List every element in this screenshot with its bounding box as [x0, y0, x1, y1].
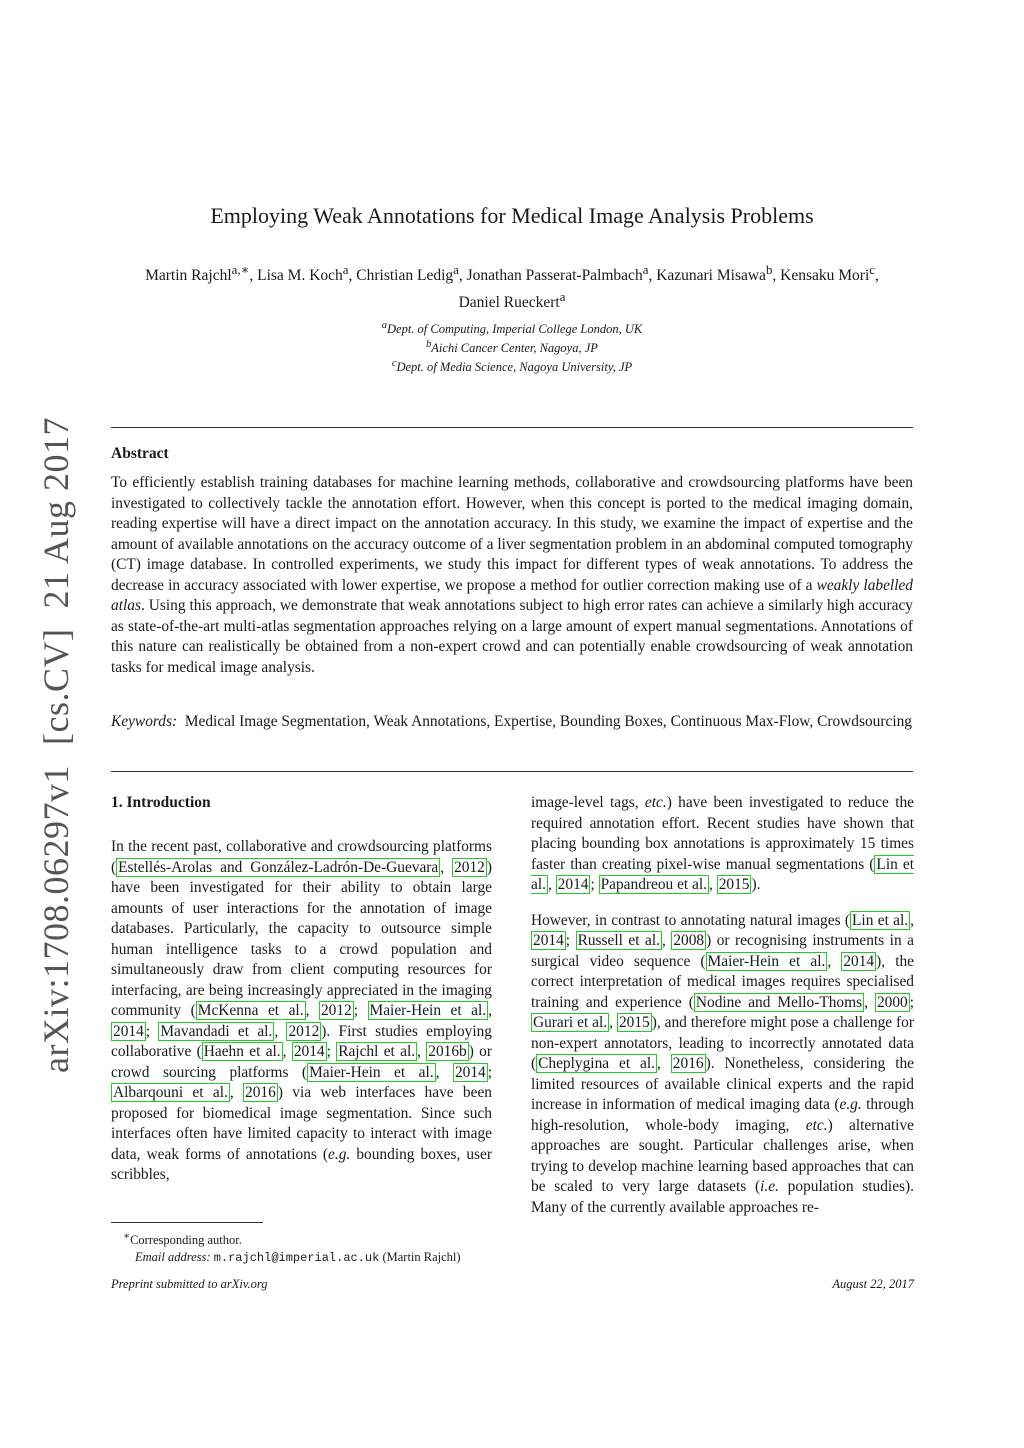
author-sup: a: [559, 289, 566, 305]
affiliation-text: Dept. of Computing, Imperial College London, UK: [387, 322, 643, 337]
citation-link[interactable]: 2016: [672, 1055, 704, 1072]
abstract-text-part: To efficiently establish training databases for machine learning methods, collaborative and crowdsourcing platforms have been investigated to collectively tackle the annotation effort. However, when this concept is ported to the medical imaging domain, reading expertise will have a direct impact on the annotation accuracy. In this study, we examine the impact of expertise and the amount of available annotations on the accuracy outcome of a liver segmentation problem in an abdominal computed tomography (CT) image database. In controlled experiments, we study this impact for different types of weak annotations. To address the decrease in accuracy associated with lower expertise, we propose a method for outlier correction making use of a: [111, 474, 913, 594]
citation-link[interactable]: Gurari et al.: [533, 1014, 608, 1031]
author-sup: a: [642, 262, 649, 277]
affiliation: [100, 337, 924, 356]
citation-link[interactable]: Rajchl et al.: [338, 1043, 416, 1060]
abstract-top-rule: [111, 427, 913, 428]
text-run: population studies). Many of the currently available approaches re-: [531, 1178, 914, 1216]
citation-link[interactable]: Haehn et al.: [203, 1043, 281, 1060]
author-sup: c: [869, 262, 875, 277]
arxiv-stamp: [35, 407, 77, 1083]
author: Lisa M. Koch: [257, 267, 343, 285]
citation-link[interactable]: Lin et al.: [852, 911, 909, 929]
author-list: Martin Rajchl$^{a,∗}$, Lisa M. Koch$^a$, Christian Ledig$^a$, Jonathan Passerat-Palmbach$^a$, Kazunari Misawa$^b$, Kensaku Mori$^c$, Daniel Rueckert$^a$: [145, 262, 879, 312]
italic-run: etc.: [805, 1116, 828, 1134]
text-run: bounding boxes, user scribbles,: [111, 1145, 492, 1183]
text-run: ) via web interfaces have been proposed for biomedical image segmentation. Since such interfaces often have limited capacity to interact with image data, weak forms of annotations (: [111, 1084, 492, 1163]
citation-link[interactable]: 2012: [288, 1022, 320, 1040]
abstract-text-part: . Using this approach, we demonstrate that weak annotations subject to high error rates can achieve a similarly high accuracy as state-of-the-art multi-atlas segmentation approaches relying on a large amount of expert manual segmentations. Annotations of this nature can realistically be obtained from a non-expert crowd and can potentially enable crowdsourcing of weak annotation tasks for medical image analysis.: [111, 597, 913, 676]
citation-link[interactable]: 2014: [293, 1043, 325, 1060]
abstract-emphasis: weakly labelled atlas: [111, 576, 914, 614]
citation-link[interactable]: 2012: [320, 1002, 352, 1019]
text-run: image-level tags,: [531, 794, 645, 811]
email-address[interactable]: m.rajchl@imperial.ac.uk: [213, 1251, 380, 1266]
author: Kazunari Misawa: [656, 267, 766, 285]
text-run: ). Nonetheless, considering the limited resources of available clinical experts and the rapid increase in information of medical imaging data (: [531, 1055, 915, 1113]
intro-paragraph: However, in contrast to annotating natural images ( Lin et al. , 2014 ; Russell et al. , 2008 ) or recognising instruments in a surgical video sequence ( Maier-Hein et al. , 2014 ), the correct interpretation of medical images requires specialised training and experience ( Nodine and Mello-Thoms , 2000 ; Gurari et al. , 2015 ), and therefore might pose a challenge for non-expert annotators, leading to incorrectly annotated data ( Cheplygina et al. , 2016 ). Nonetheless, considering the limited resources of available clinical experts and the rapid increase in information of medical imaging data (e.g. through high-resolution, whole-body imaging, etc.) alternative approaches are sought. Particular challenges arise, when trying to develop machine learning based approaches that can be scaled to very large datasets (i.e. population studies). Many of the currently available approaches re-: [531, 911, 915, 1216]
citation-link[interactable]: Lin et al.: [531, 855, 914, 893]
abstract-bottom-rule: [111, 771, 913, 772]
paper-title: Employing Weak Annotations for Medical Image Analysis Problems: [210, 203, 814, 228]
keywords: [111, 712, 913, 733]
citation-link[interactable]: 2014: [454, 1063, 486, 1081]
author-sup: a: [342, 262, 349, 277]
citation-link[interactable]: 2012: [454, 858, 485, 876]
intro-paragraph: image-level tags, etc.) have been investigated to reduce the required annotation effort. Recent studies have shown that placing bounding box annotations is approximately 15 times faster than creating pixel-wise manual segmentations ( Lin et al. , 2014 ; Papandreou et al. , 2015 ).: [531, 794, 914, 893]
citation-link[interactable]: Maier-Hein et al.: [309, 1063, 434, 1081]
arxiv-category: [cs.CV]: [36, 628, 76, 746]
author: Jonathan Passerat-Palmbach: [466, 267, 643, 285]
affiliation-text: Aichi Cancer Center, Nagoya, JP: [431, 341, 598, 356]
arxiv-date: 21 Aug 2017: [36, 417, 76, 609]
text-run: In the recent past, collaborative and crowdsourcing platforms (: [111, 838, 492, 876]
text-run: However, in contrast to annotating natural images (: [531, 911, 851, 929]
citation-link[interactable]: 2014: [533, 932, 564, 949]
email-owner: (Martin Rajchl): [382, 1250, 461, 1265]
affiliation: [100, 356, 924, 375]
citation-link[interactable]: 2015: [618, 1014, 650, 1031]
citation-link[interactable]: Papandreou et al.: [600, 876, 707, 893]
abstract-text: [111, 473, 913, 678]
italic-run: e.g.: [328, 1145, 351, 1163]
citation-link[interactable]: Nodine and Mello-Thoms: [695, 993, 863, 1011]
intro-left-column: [111, 837, 492, 1186]
citation-link[interactable]: 2014: [557, 876, 589, 893]
text-run: ) or recognising instruments in a surgical video sequence (: [531, 932, 914, 970]
footnote-mark: ∗: [123, 1231, 131, 1242]
citation-link[interactable]: Cheplygina et al.: [538, 1055, 656, 1072]
intro-right-column: [531, 793, 914, 1218]
author-sup: b: [765, 262, 773, 277]
citation-link[interactable]: Maier-Hein et al.: [369, 1002, 487, 1019]
affiliation-sup: a: [381, 320, 387, 331]
citation-link[interactable]: Estellés-Arolas and González-Ladrón-De-Guevara: [118, 858, 439, 876]
citation-link[interactable]: 2000: [876, 993, 908, 1011]
citation-link[interactable]: 2015: [718, 876, 750, 893]
text-run: ) or crowd sourcing platforms (: [111, 1043, 492, 1081]
affiliation-sup: b: [426, 339, 432, 351]
author-sup: a,∗: [231, 262, 250, 277]
affiliation-text: Dept. of Media Science, Nagoya University, JP: [396, 360, 633, 375]
text-run: through high-resolution, whole-body imaging,: [531, 1096, 914, 1134]
keywords-text: Medical Image Segmentation, Weak Annotations, Expertise, Bounding Boxes, Continuous Max-Flow, Crowdsourcing: [184, 713, 912, 730]
section-heading-introduction: 1. Introduction: [111, 794, 211, 811]
author: Kensaku Mori: [780, 267, 870, 285]
footer-preprint: Preprint submitted to arXiv.org: [111, 1277, 268, 1291]
citation-link[interactable]: McKenna et al.: [197, 1002, 304, 1019]
footer-date: August 22, 2017: [832, 1277, 914, 1291]
text-run: ), and therefore might pose a challenge for non-expert annotators, leading to incorrectly annotated data (: [531, 1014, 914, 1072]
author: Christian Ledig: [356, 267, 454, 285]
text-run: ). First studies employing collaborative (: [111, 1022, 492, 1060]
keywords-label: Keywords:: [111, 713, 178, 730]
citation-link[interactable]: 2016b: [428, 1043, 467, 1060]
citation-link[interactable]: Albarqouni et al.: [113, 1084, 228, 1101]
citation-link[interactable]: Russell et al.: [577, 932, 660, 949]
text-run: ) have been investigated to reduce the required annotation effort. Recent studies have shown that placing bounding box annotations is approximately 15 times faster than creating pixel-wise manual segmentations (: [531, 794, 914, 873]
italic-run: i.e.: [760, 1178, 779, 1195]
affiliation: [100, 318, 924, 337]
italic-run: e.g.: [839, 1096, 862, 1113]
author: Martin Rajchl: [145, 267, 232, 285]
footnote-email-line: [111, 1249, 511, 1267]
email-label: Email address:: [135, 1250, 211, 1265]
citation-link[interactable]: 2016: [245, 1084, 276, 1101]
text-run: ), the correct interpretation of medical images requires specialised training and experience (: [531, 952, 915, 1011]
author: Daniel Rueckert: [458, 294, 560, 312]
italic-run: etc.: [644, 794, 667, 811]
citation-link[interactable]: 2014: [113, 1022, 144, 1040]
author-sup: a: [453, 262, 459, 277]
affiliations: [100, 318, 924, 375]
intro-paragraph: In the recent past, collaborative and crowdsourcing platforms ( Estellés-Arolas and González-Ladrón-De-Guevara , 2012 ) have been investigated for their ability to obtain large amounts of user interactions for the annotation of image databases. Particularly, the capacity to outsource simple human intelligence tasks to a crowd population and simultaneously draw from client computing resources for interfacing, are being increasingly appreciated in the imaging community ( McKenna et al. , 2012 ; Maier-Hein et al. , 2014 ; Mavandadi et al. , 2012 ). First studies employing collaborative ( Haehn et al. , 2014 ; Rajchl et al. , 2016b ) or crowd sourcing platforms ( Maier-Hein et al. , 2014 ; Albarqouni et al. , 2016 ) via web interfaces have been proposed for biomedical image segmentation. Since such interfaces often have limited capacity to interact with image data, weak forms of annotations (e.g. bounding boxes, user scribbles,: [111, 838, 492, 1183]
footnote-corresponding: [111, 1228, 511, 1249]
footnote-rule: [111, 1222, 263, 1223]
text-run: ) alternative approaches are sought. Particular challenges arise, when trying to develop machine learning based approaches that can be scaled to very large datasets (: [531, 1116, 914, 1195]
footnote: [111, 1228, 511, 1267]
affiliation-sup: c: [391, 358, 397, 370]
abstract-heading: Abstract: [111, 445, 169, 462]
citation-link[interactable]: Maier-Hein et al.: [707, 952, 826, 970]
citation-link[interactable]: Mavandadi et al.: [160, 1022, 273, 1040]
citation-link[interactable]: 2014: [843, 952, 875, 970]
text-run: ).: [751, 876, 761, 893]
footnote-text: Corresponding author.: [130, 1233, 242, 1248]
text-run: ) have been investigated for their ability to obtain large amounts of user interactions for the annotation of image databases. Particularly, the capacity to outsource simple human intelligence tasks to a crowd population and simultaneously draw from client computing resources for interfacing, are being increasingly appreciated in the imaging community (: [111, 858, 492, 1019]
citation-link[interactable]: 2008: [673, 932, 705, 949]
arxiv-id: arXiv:1708.06297v1: [36, 765, 76, 1073]
